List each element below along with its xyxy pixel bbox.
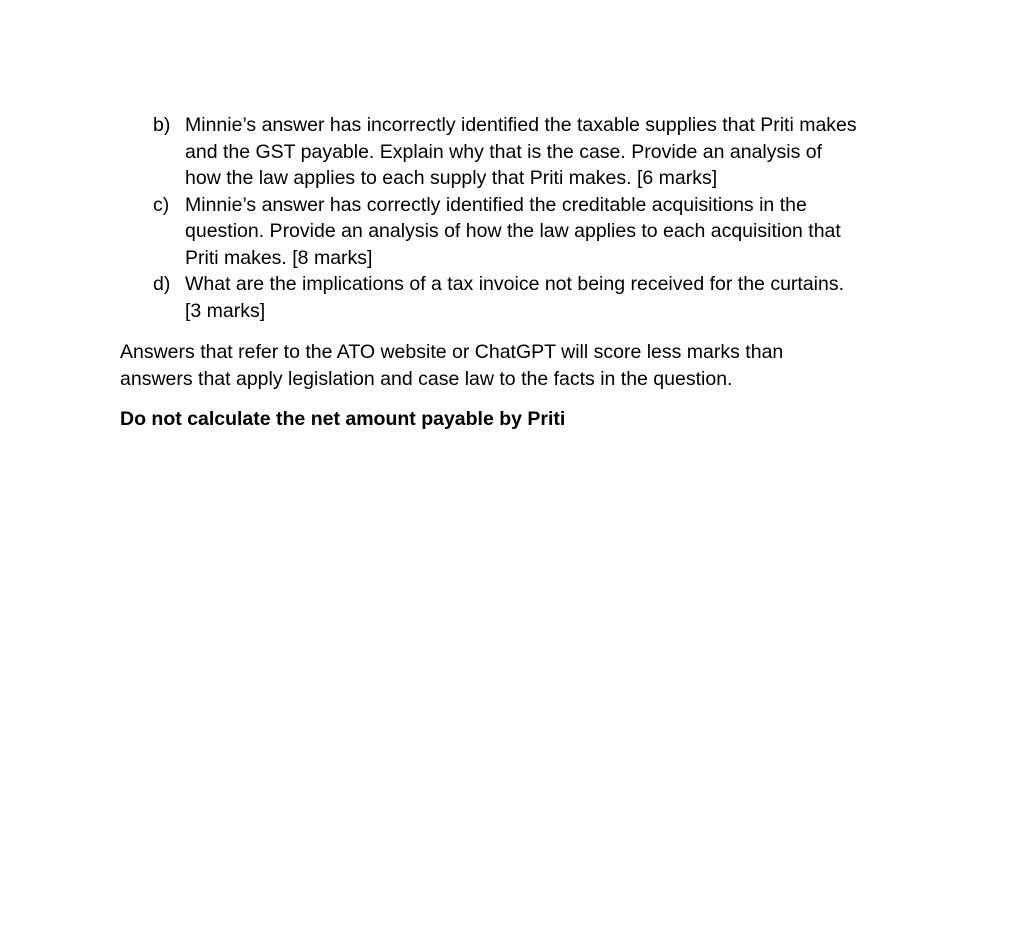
question-text <box>185 192 943 272</box>
question-line: and the GST payable. Explain why that is the case. Provide an analysis of <box>185 140 823 163</box>
marking-note <box>120 339 940 392</box>
question-marker: b) <box>153 114 171 136</box>
question-list <box>153 112 943 324</box>
note-line: answers that apply legislation and case law to the facts in the question. <box>120 367 733 390</box>
question-line: question. Provide an analysis of how the law applies to each acquisition that <box>185 220 841 242</box>
question-item-c <box>153 192 943 272</box>
question-line: Minnie’s answer has correctly identified the creditable acquisitions in the <box>185 193 807 216</box>
question-marker: d) <box>153 273 171 295</box>
question-marker: c) <box>153 193 170 216</box>
question-line: Minnie’s answer has incorrectly identified the taxable supplies that Priti makes <box>185 114 857 136</box>
question-item-b <box>153 112 943 192</box>
question-line: Priti makes. [8 marks] <box>185 246 373 269</box>
question-text <box>185 112 943 192</box>
question-text <box>185 271 943 324</box>
note-line: Answers that refer to the ATO website or ChatGPT will score less marks than <box>120 341 784 363</box>
question-line: [3 marks] <box>185 299 266 322</box>
question-line: What are the implications of a tax invoice not being received for the curtains. <box>185 273 845 295</box>
bold-instruction: Do not calculate the net amount payable by Priti <box>120 408 566 430</box>
question-item-d <box>153 271 943 324</box>
question-line: how the law applies to each supply that Priti makes. [6 marks] <box>185 167 718 189</box>
